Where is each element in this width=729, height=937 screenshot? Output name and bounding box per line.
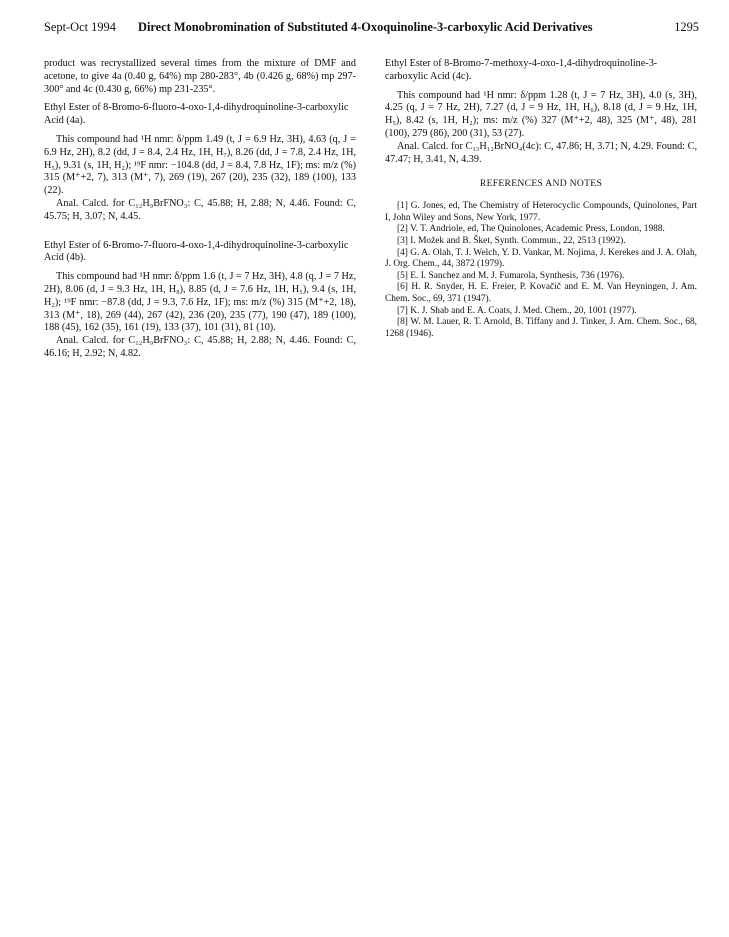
intro-paragraph: product was recrystallized several times from the mixture of DMF and acetone, to give 4a (0.40 g, 64%) mp 280-283°, 4b (0.426 g, 68%) mp 297-300° and 4c (0.430 g, 66%) mp 231-235°.: [44, 58, 356, 95]
running-header: [44, 20, 699, 38]
section-gap: [44, 224, 356, 234]
reference-item: [2] V. T. Andriole, ed, The Quinolones, Academic Press, London, 1988.: [397, 224, 665, 235]
reference-item: [4] G. A. Olah, T. J. Welch, Y. D. Vankar, M. Nojima, J. Kerekes and J. A. Olah, J. Org. Chem., 44, 3872 (1979).: [385, 247, 697, 270]
issue-date: Sept-Oct 1994: [44, 20, 116, 34]
compound-4c-nmr: This compound had ¹H nmr: δ/ppm 1.28 (t, J = 7 Hz, 3H), 4.0 (s, 3H), 4.25 (q, J = 7 Hz, 2H), 7.27 (d, J = 9 Hz, 1H, H₆), 8.18 (d, J = 9 Hz, 1H, H₅), 8.42 (s, 1H, H₂); ms: m/z (%) 327 (M⁺+2, 48), 325 (M⁺, 48), 281 (100), 279 (86), 200 (31), 53 (27).: [385, 89, 697, 139]
reference-item: [1] G. Jones, ed, The Chemistry of Heterocyclic Compounds, Quinolones, Part I, John Wiley and Sons, New York, 1977.: [385, 201, 697, 223]
reference-item: [5] E. I. Sanchez and M. J. Fumarola, Synthesis, 736 (1976).: [397, 270, 625, 281]
compound-4a-title: Ethyl Ester of 8-Bromo-6-fluoro-4-oxo-1,4-dihydroquinoline-3-carboxylic Acid (4a).: [44, 102, 349, 127]
compound-4b-analysis: Anal. Calcd. for C₁₂H₉BrFNO₃: C, 45.88; H, 2.88; N, 4.46. Found: C, 46.16; H, 2.92; N, 4.82.: [44, 335, 356, 359]
left-column: [44, 58, 356, 361]
references-heading: REFERENCES AND NOTES: [479, 178, 603, 190]
reference-item: [3] I. Možek and B. Šket, Synth. Commun., 22, 2513 (1992).: [397, 235, 626, 246]
reference-item: [7] K. J. Shab and E. A. Coats, J. Med. Chem., 20, 1001 (1977).: [397, 305, 637, 316]
page-number: 1295: [674, 20, 699, 34]
running-title: Direct Monobromination of Substituted 4-Oxoquinoline-3-carboxylic Acid Derivatives: [138, 20, 593, 34]
compound-4a-analysis: Anal. Calcd. for C₁₂H₉BrFNO₃: C, 45.88; H, 2.88; N, 4.46. Found: C, 45.75; H, 3.07; N, 4.45.: [44, 197, 356, 222]
compound-4a-nmr: This compound had ¹H nmr: δ/ppm 1.49 (t, J = 6.9 Hz, 3H), 4.63 (q, J = 6.9 Hz, 2H), 8.2 (dd, J = 8.4, 2.4 Hz, 1H, H₇), 8.26 (dd, J = 7.8, 2.4 Hz, 1H, H₅), 9.31 (s, 1H, H₂); ¹⁹F nmr: −104.8 (dd, J = 8.4, 7.8 Hz, 1F); ms: m/z (%) 315 (M⁺+2, 7), 313 (M⁺, 7), 269 (19), 267 (20), 235 (32), 189 (100), 133 (22).: [44, 133, 356, 197]
reference-item: [8] W. M. Lauer, R. T. Arnold, B. Tiffany and J. Tinker, J. Am. Chem. Soc., 68, 1268 (1946).: [385, 317, 697, 339]
right-column: [385, 58, 697, 340]
compound-4b-nmr: This compound had ¹H nmr: δ/ppm 1.6 (t, J = 7 Hz, 3H), 4.8 (q, J = 7 Hz, 2H), 8.06 (d, J = 9.3 Hz, 1H, H₈), 8.85 (d, J = 7.6 Hz, 1H, H₅), 9.4 (s, 1H, H₂); ¹⁹F nmr: −87.8 (dd, J = 9.3, 7.6 Hz, 1F); ms: m/z (%) 315 (M⁺+2, 18), 313 (M⁺, 18), 269 (44), 267 (42), 236 (20), 235 (77), 190 (47), 189 (100), 188 (45), 162 (35), 161 (19), 133 (37), 101 (31), 81 (10).: [44, 271, 356, 334]
references-list: [385, 201, 697, 340]
compound-4c-analysis: Anal. Calcd. for C₁₃H₁₂BrNO₄(4c): C, 47.86; H, 3.71; N, 4.29. Found: C, 47.47; H, 3.41, N, 4.39.: [385, 140, 697, 165]
compound-4c-title: Ethyl Ester of 8-Bromo-7-methoxy-4-oxo-1,4-dihydroquinoline-3-carboxylic Acid (4c).: [385, 58, 658, 82]
compound-4b-title: Ethyl Ester of 6-Bromo-7-fluoro-4-oxo-1,4-dihydroquinoline-3-carboxylic Acid (4b).: [44, 239, 349, 264]
reference-item: [6] H. R. Snyder, H. E. Freier, P. Kovačič and E. M. Van Heyningen, J. Am. Chem. Soc., 69, 371 (1947).: [385, 282, 697, 304]
